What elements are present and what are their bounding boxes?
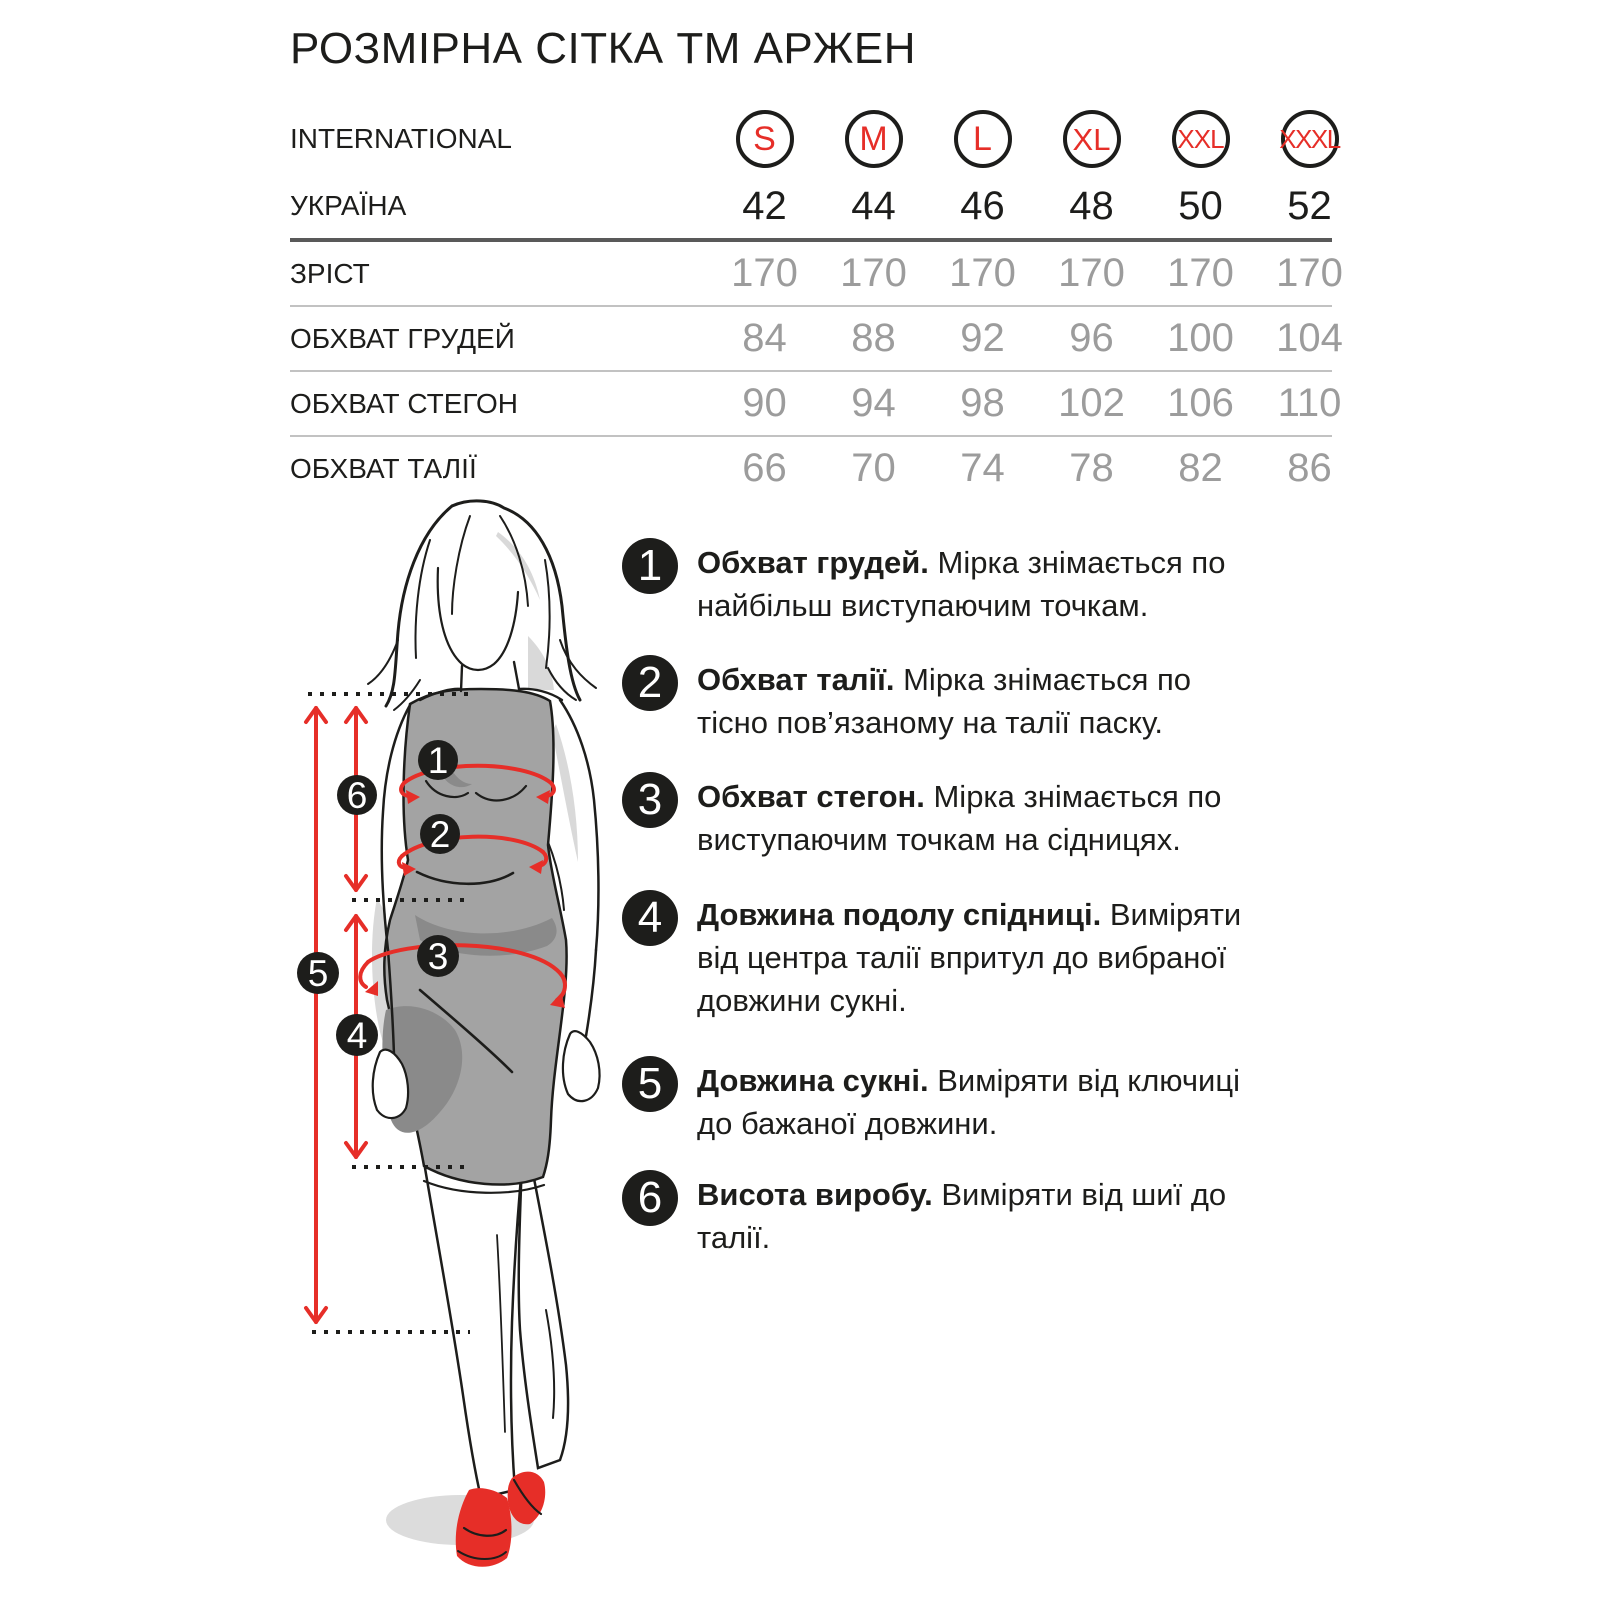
size-badge-l: L bbox=[954, 110, 1012, 168]
cell-value: 170 bbox=[840, 251, 907, 295]
row-label: ОБХВАТ СТЕГОН bbox=[290, 387, 518, 419]
row-label-international: INTERNATIONAL bbox=[290, 123, 512, 154]
cell-value: 170 bbox=[1167, 251, 1234, 295]
legend-item-4 bbox=[622, 893, 1267, 1022]
legend-badge-4: 4 bbox=[622, 890, 678, 946]
cell-value: 90 bbox=[742, 381, 787, 425]
marker-5-label: 5 bbox=[307, 953, 329, 994]
ua-size: 46 bbox=[960, 183, 1005, 228]
legend-term: Обхват талії. bbox=[697, 662, 895, 697]
cell-value: 96 bbox=[1069, 316, 1114, 360]
legend-badge-6: 6 bbox=[622, 1170, 678, 1226]
legend-desc: Мірка знімається по найбільш виступаючим точкам. bbox=[697, 545, 1226, 623]
cell-value: 74 bbox=[960, 446, 1005, 490]
size-badge-xxl: XXL bbox=[1172, 110, 1230, 168]
legend-badge-1: 1 bbox=[622, 538, 678, 594]
marker-6-label: 6 bbox=[346, 775, 368, 816]
row-label-ukraine: УКРАЇНА bbox=[290, 190, 407, 221]
legend-desc: Виміряти від центра талії впритул до вибраної довжини сукні. bbox=[697, 897, 1242, 1018]
cell-value: 66 bbox=[742, 446, 787, 490]
cell-value: 110 bbox=[1277, 381, 1342, 425]
page-title: РОЗМІРНА СІТКА ТМ АРЖЕН bbox=[290, 24, 917, 73]
cell-value: 106 bbox=[1167, 381, 1234, 425]
legend-term: Обхват стегон. bbox=[697, 779, 925, 814]
cell-value: 98 bbox=[960, 381, 1005, 425]
woman-sketch bbox=[368, 501, 600, 1567]
legend-item-3 bbox=[622, 775, 1267, 861]
marker-2-label: 2 bbox=[429, 814, 451, 855]
size-badge-xl: XL bbox=[1063, 110, 1121, 168]
cell-value: 78 bbox=[1069, 446, 1114, 490]
row-label: ОБХВАТ ТАЛІЇ bbox=[290, 452, 477, 484]
ua-size: 52 bbox=[1287, 183, 1332, 228]
legend-term: Довжина сукні. bbox=[697, 1063, 929, 1098]
legend-badge-2: 2 bbox=[622, 655, 678, 711]
ua-size: 48 bbox=[1069, 183, 1114, 228]
legend-text-4 bbox=[697, 893, 1259, 1022]
ua-size: 42 bbox=[742, 183, 787, 228]
cell-value: 82 bbox=[1178, 446, 1223, 490]
ua-size: 50 bbox=[1178, 183, 1223, 228]
cell-value: 100 bbox=[1167, 316, 1234, 360]
table-row-hips bbox=[290, 372, 1364, 435]
legend-desc: Виміряти від ключиці до бажаної довжини. bbox=[697, 1063, 1240, 1141]
cell-value: 92 bbox=[960, 316, 1005, 360]
size-badge-xxxl: XXXL bbox=[1281, 110, 1339, 168]
legend-badge-5: 5 bbox=[622, 1056, 678, 1112]
table-row-ukraine bbox=[290, 174, 1364, 238]
legend-text-5 bbox=[697, 1059, 1259, 1145]
figure-illustration bbox=[280, 480, 640, 1600]
marker-3-label: 3 bbox=[427, 936, 449, 977]
marker-4-label: 4 bbox=[346, 1015, 368, 1056]
cell-value: 104 bbox=[1276, 316, 1343, 360]
cell-value: 86 bbox=[1287, 446, 1332, 490]
legend-text-1 bbox=[697, 541, 1259, 627]
ua-size: 44 bbox=[851, 183, 896, 228]
cell-value: 84 bbox=[742, 316, 787, 360]
cell-value: 88 bbox=[851, 316, 896, 360]
legend-term: Обхват грудей. bbox=[697, 545, 929, 580]
legend-term: Довжина подолу спідниці. bbox=[697, 897, 1102, 932]
legend-item-5 bbox=[622, 1059, 1267, 1145]
legend-desc: Виміряти від шиї до талії. bbox=[697, 1177, 1227, 1255]
legend-term: Висота виробу. bbox=[697, 1177, 933, 1212]
cell-value: 102 bbox=[1058, 381, 1125, 425]
legend-desc: Мірка знімається по виступаючим точкам на сідницях. bbox=[697, 779, 1222, 857]
legend-item-2 bbox=[622, 658, 1267, 744]
cell-value: 170 bbox=[949, 251, 1016, 295]
size-badge-m: M bbox=[845, 110, 903, 168]
cell-value: 170 bbox=[731, 251, 798, 295]
row-label: ОБХВАТ ГРУДЕЙ bbox=[290, 322, 515, 354]
legend-text-3 bbox=[697, 775, 1259, 861]
cell-value: 94 bbox=[851, 381, 896, 425]
legend-item-1 bbox=[622, 541, 1267, 627]
legend-badge-3: 3 bbox=[622, 772, 678, 828]
table-row-height bbox=[290, 242, 1364, 305]
row-label: ЗРІСТ bbox=[290, 257, 370, 289]
legend-text-2 bbox=[697, 658, 1259, 744]
cell-value: 70 bbox=[851, 446, 896, 490]
cell-value: 170 bbox=[1276, 251, 1343, 295]
table-row-international bbox=[290, 104, 1364, 174]
legend-text-6 bbox=[697, 1173, 1259, 1259]
table-row-chest bbox=[290, 307, 1364, 370]
size-badge-s: S bbox=[736, 110, 794, 168]
marker-1-label: 1 bbox=[427, 740, 449, 781]
legend-desc: Мірка знімається по тісно пов’язаному на талії паску. bbox=[697, 662, 1192, 740]
size-chart-table bbox=[290, 104, 1364, 500]
legend-item-6 bbox=[622, 1173, 1267, 1259]
cell-value: 170 bbox=[1058, 251, 1125, 295]
